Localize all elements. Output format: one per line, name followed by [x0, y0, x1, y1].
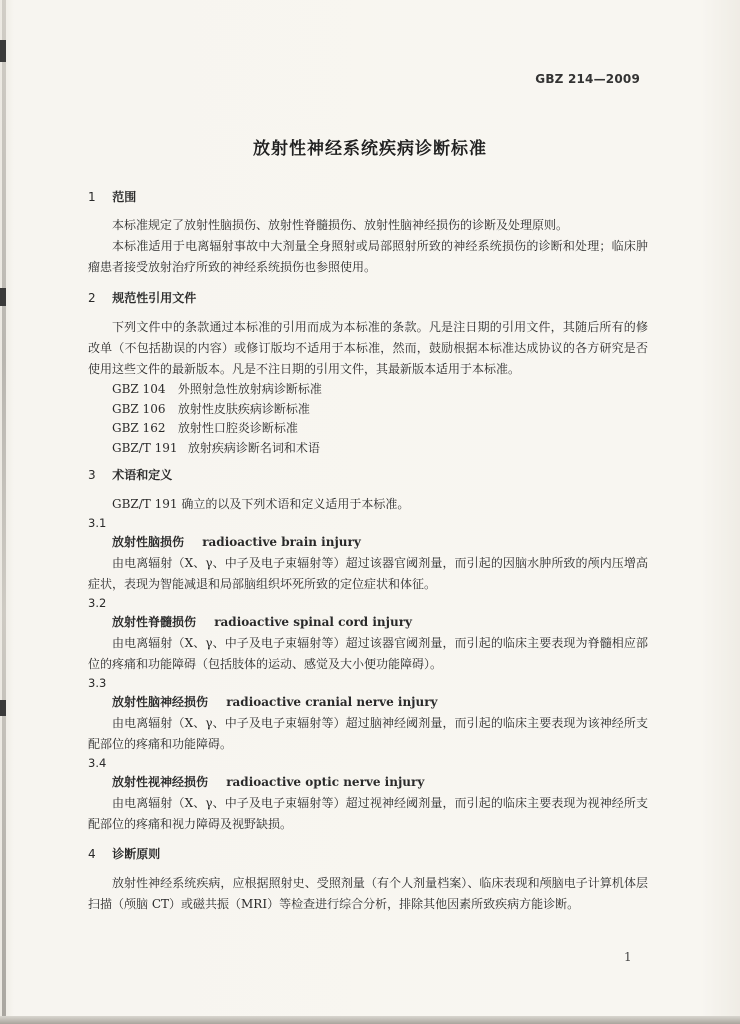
- scan-edge-mark: [0, 700, 6, 716]
- term-definition: 由电离辐射（X、γ、中子及电子束辐射等）超过脑神经阈剂量，而引起的临床主要表现为该神经所支配部位的疼痛和功能障碍。: [88, 716, 648, 751]
- term-en: radioactive cranial nerve injury: [226, 695, 438, 709]
- section-heading-scope: [88, 188, 648, 206]
- term-zh: 放射性脊髓损伤: [112, 615, 197, 629]
- reference-code: GBZ 106: [112, 401, 166, 416]
- section-number: 1: [88, 190, 96, 204]
- reference-code: GBZ 104: [112, 382, 166, 396]
- term-definition: 由电离辐射（X、γ、中子及电子束辐射等）超过该器官阈剂量，而引起的因脑水肿所致的颅内压增高症状，表现为智能减退和局部脑组织坏死所致的定位症状和体征。: [88, 556, 648, 591]
- term-number: 3.1: [88, 516, 107, 530]
- section-title: 范围: [112, 190, 137, 204]
- reference-item: [88, 419, 648, 439]
- section-title: 诊断原则: [112, 847, 161, 861]
- term-number: 3.2: [88, 596, 107, 610]
- term-heading: [88, 612, 648, 633]
- term-heading: [88, 772, 648, 793]
- reference-item: [88, 439, 648, 459]
- scan-edge-mark: [0, 40, 6, 62]
- section-heading-normative-references: [88, 289, 648, 307]
- section-title: 规范性引用文件: [112, 291, 197, 305]
- term-definition: 由电离辐射（X、γ、中子及电子束辐射等）超过该器官阈剂量，而引起的临床主要表现为脊髓相应部位的疼痛和功能障碍（包括肢体的运动、感觉及大小便功能障碍）。: [88, 636, 648, 671]
- term-en: radioactive optic nerve injury: [226, 775, 425, 789]
- section-heading-terms-definitions: [88, 466, 648, 484]
- reference-code: GBZ 162: [112, 421, 166, 435]
- references-paragraph: 下列文件中的条款通过本标准的引用而成为本标准的条款。凡是注日期的引用文件，其随后所有的修改单（不包括勘误的内容）或修订版均不适用于本标准，然而，鼓励根据本标准达成协议的各方研究是否使用这些文件的最新版本。凡是不注日期的引用文件，其最新版本适用于本标准。: [88, 320, 648, 376]
- term-zh: 放射性脑神经损伤: [112, 695, 209, 709]
- term-number: 3.4: [88, 756, 107, 770]
- reference-list: [88, 380, 648, 458]
- scope-paragraph-2: 本标准适用于电离辐射事故中大剂量全身照射或局部照射所致的神经系统损伤的诊断和处理；临床肿瘤患者接受放射治疗所致的神经系统损伤也参照使用。: [88, 239, 648, 274]
- section-number: 3: [88, 468, 96, 482]
- diagnosis-paragraph: 放射性神经系统疾病，应根据照射史、受照剂量（有个人剂量档案）、临床表现和颅脑电子计算机体层扫描（颅脑 CT）或磁共振（MRI）等检查进行综合分析，排除其他因素所致疾病方能诊断。: [88, 876, 648, 911]
- term-heading: [88, 692, 648, 713]
- section-heading-diagnosis-principles: [88, 845, 648, 863]
- reference-item: [88, 400, 648, 420]
- document-body: [88, 188, 648, 915]
- scan-edge-mark: [0, 288, 6, 306]
- term-en: radioactive spinal cord injury: [214, 615, 413, 629]
- reference-title: 外照射急性放射病诊断标准: [177, 382, 322, 396]
- term-definition: 由电离辐射（X、γ、中子及电子束辐射等）超过视神经阈剂量，而引起的临床主要表现为视神经所支配部位的疼痛和视力障碍及视野缺损。: [88, 796, 648, 831]
- scan-bottom-edge: [0, 1016, 740, 1024]
- reference-title: 放射性皮肤疾病诊断标准: [177, 401, 310, 416]
- term-zh: 放射性视神经损伤: [112, 775, 209, 789]
- reference-code: GBZ/T 191: [112, 440, 178, 455]
- section-number: 2: [88, 291, 96, 305]
- section-title: 术语和定义: [112, 468, 173, 482]
- standard-code: GBZ 214—2009: [535, 72, 640, 86]
- term-zh: 放射性脑损伤: [112, 535, 185, 549]
- document-title: 放射性神经系统疾病诊断标准: [253, 139, 487, 159]
- page-number: 1: [624, 950, 632, 964]
- scope-paragraph-1: 本标准规定了放射性脑损伤、放射性脊髓损伤、放射性脑神经损伤的诊断及处理原则。: [112, 218, 569, 232]
- section-number: 4: [88, 847, 96, 861]
- reference-title: 放射疾病诊断名词和术语: [187, 440, 320, 455]
- terms-intro: GBZ/T 191 确立的以及下列术语和定义适用于本标准。: [112, 497, 410, 511]
- reference-item: [88, 380, 648, 400]
- term-en: radioactive brain injury: [202, 535, 361, 549]
- reference-title: 放射性口腔炎诊断标准: [177, 421, 298, 435]
- term-heading: [88, 532, 648, 553]
- term-number: 3.3: [88, 676, 107, 690]
